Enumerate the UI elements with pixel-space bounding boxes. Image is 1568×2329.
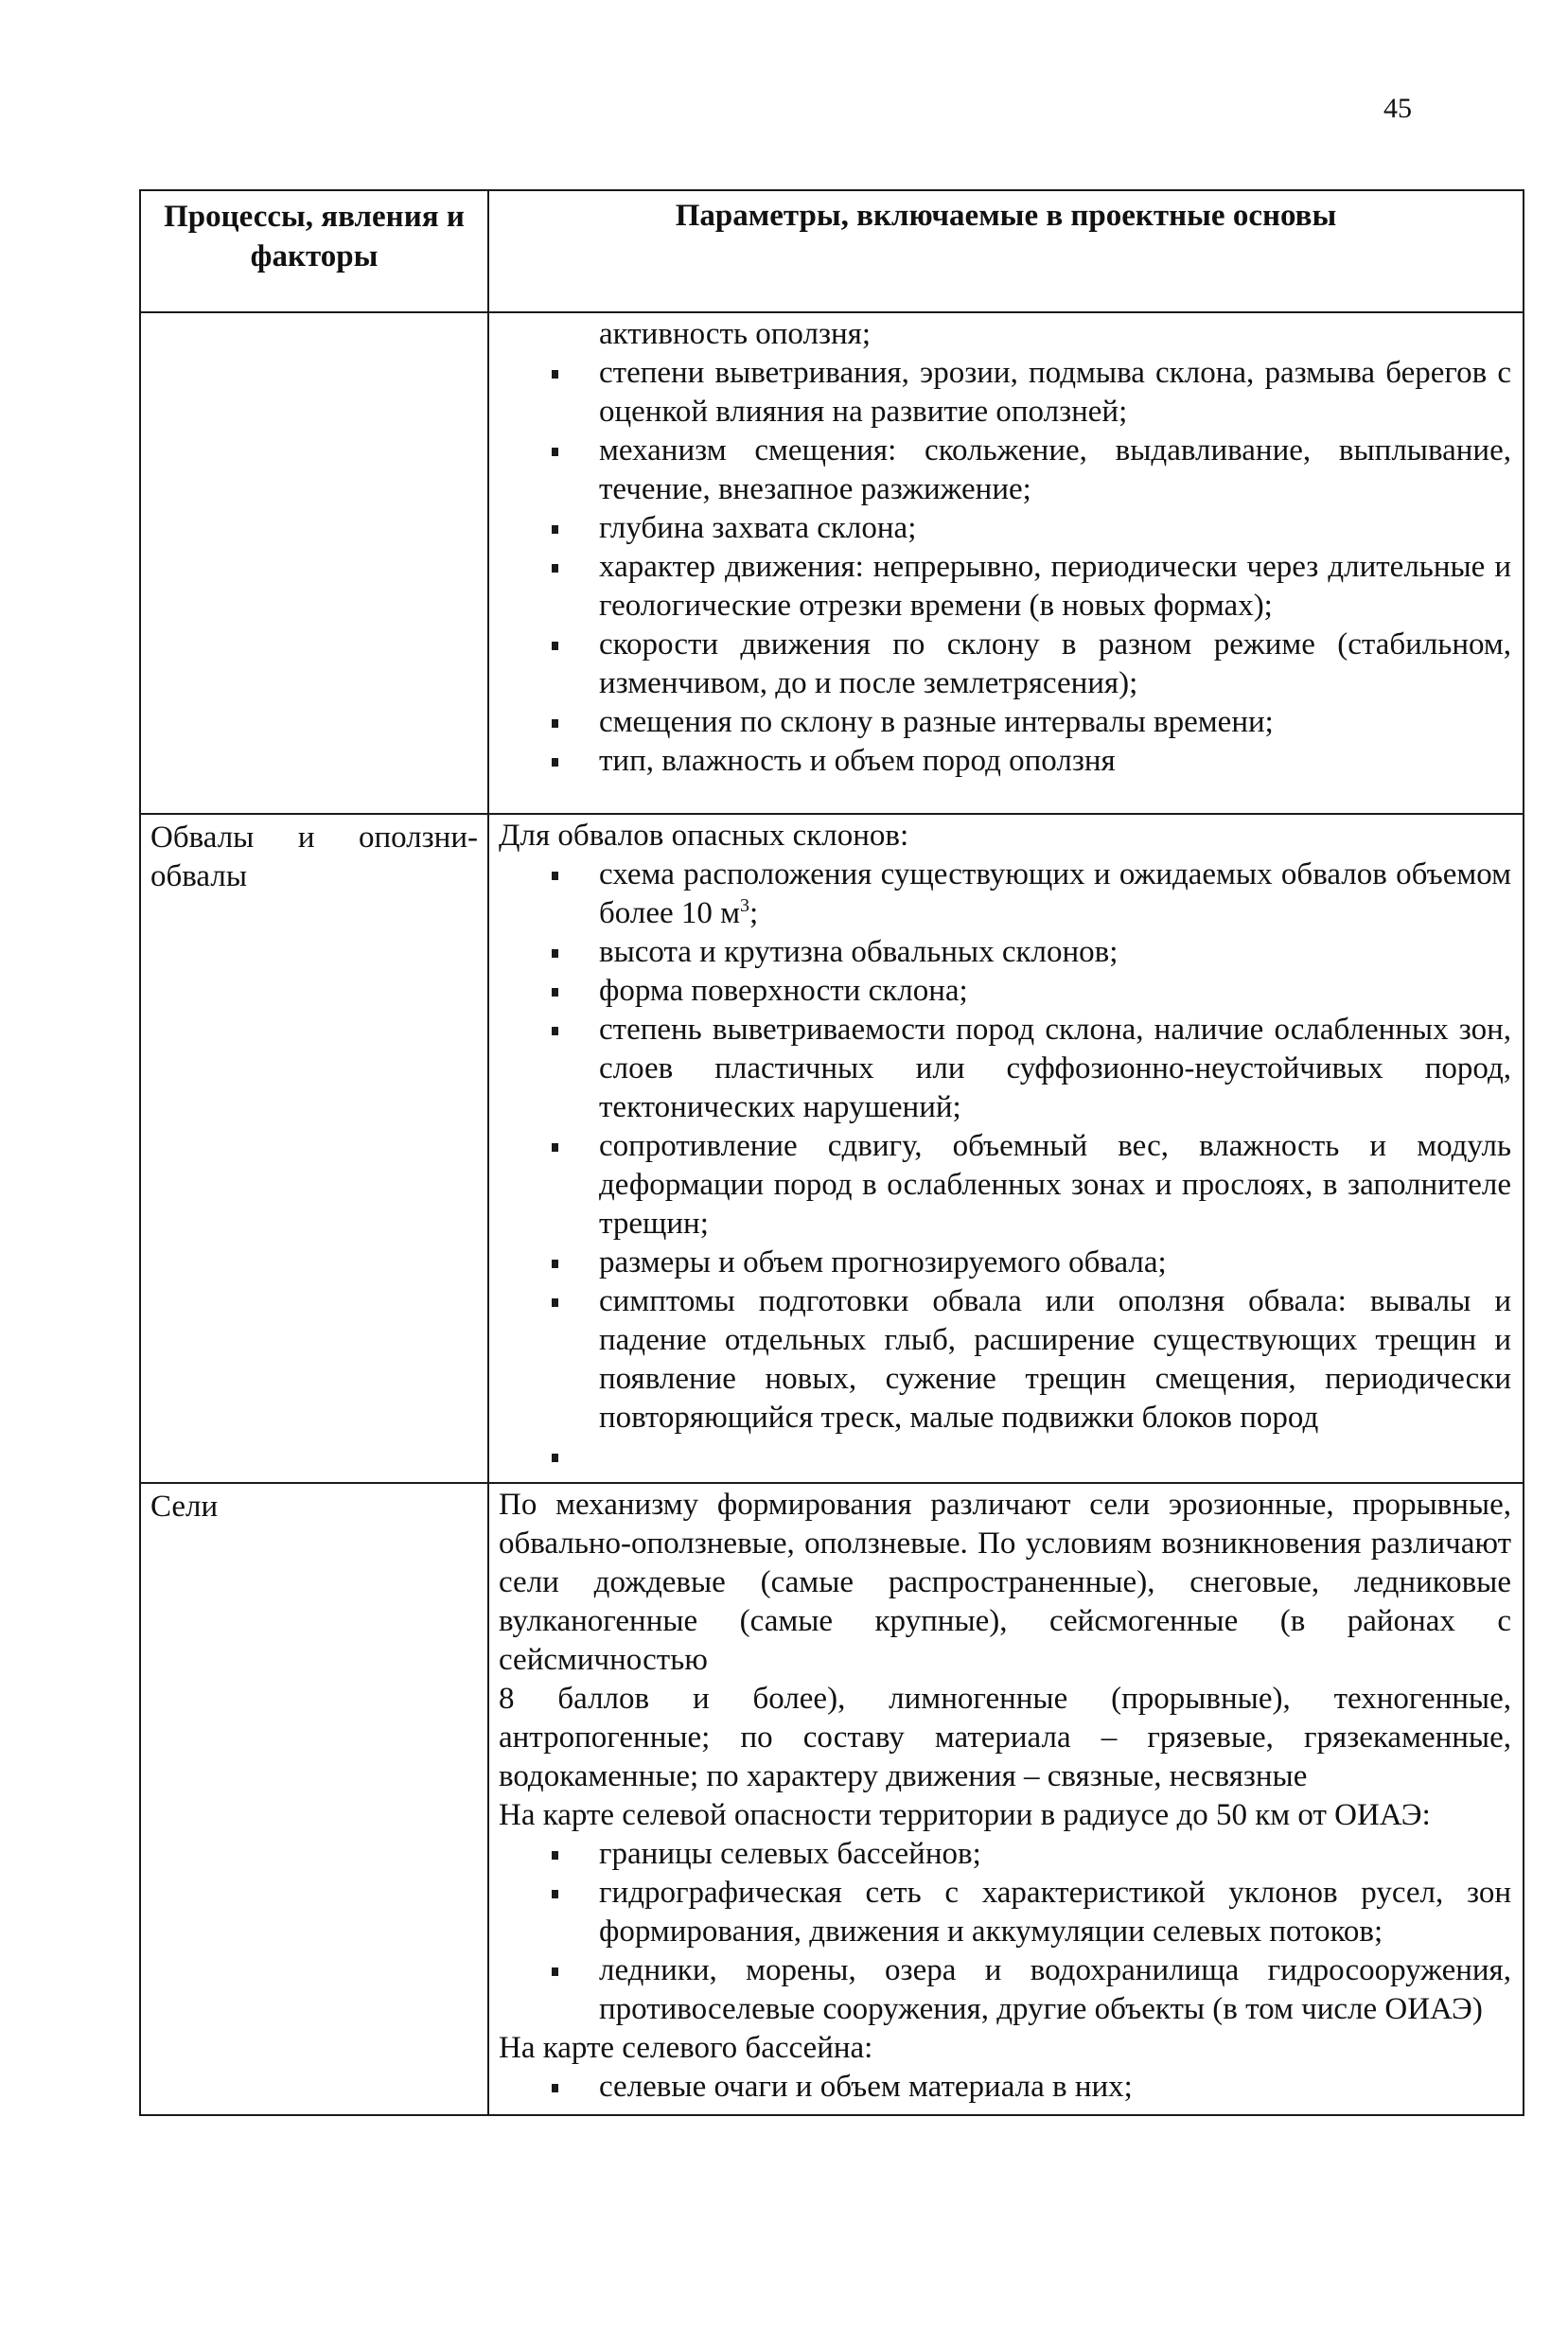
row3-basin-map-list: [499, 2068, 1511, 2107]
row3-basin-map-intro: На карте селевого бассейна:: [499, 2031, 873, 2065]
row3-paragraph-1: По механизму формирования различают сели эрозионные, прорывные, обвально-оползневые, оползневые. По условиям возникновения различают сели дождевые (самые распространенные), снеговые, ледниковые вулканогенные (самые крупные), сейсмогенные (в районах с сейсмичностью: [499, 1488, 1511, 1677]
header-processes: Процессы, явления и факторы: [140, 190, 488, 312]
list-item: скорости движения по склону в разном режиме (стабильном, изменчивом, до и после землетрясения);: [499, 626, 1511, 703]
table-row-landslides-continued: [140, 312, 1524, 814]
bullet-icon: [552, 1298, 558, 1307]
row2-parameters-cell: [488, 814, 1524, 1483]
row3-process-cell: Сели: [140, 1483, 488, 2115]
list-item: симптомы подготовки обвала или оползня обвала: вывалы и падение отдельных глыб, расширение существующих трещин и появление новых, сужение трещин смещения, периодически повторяющийся треск, малые подвижки блоков пород: [499, 1282, 1511, 1438]
list-item: сопротивление сдвигу, объемный вес, влажность и модуль деформации пород в ослабленных зонах и прослоях, в заполнителе трещин;: [499, 1127, 1511, 1244]
bullet-icon: [552, 719, 558, 728]
bullet-icon: [552, 2084, 558, 2092]
row3-parameters-cell: [488, 1483, 1524, 2115]
bullet-icon: [552, 370, 558, 379]
list-item-empty: [499, 1438, 1511, 1476]
bullet-icon: [552, 1143, 558, 1152]
bullet-icon: [552, 1260, 558, 1268]
row1-parameters-cell: [488, 312, 1524, 814]
list-item: глубина захвата склона;: [499, 509, 1511, 548]
bullet-icon: [552, 1027, 558, 1035]
parameters-table: [139, 189, 1524, 2116]
list-item: размеры и объем прогнозируемого обвала;: [499, 1244, 1511, 1282]
list-item: селевые очаги и объем материала в них;: [499, 2068, 1511, 2107]
bullet-icon: [552, 872, 558, 880]
list-item: степень выветриваемости пород склона, наличие ослабленных зон, слоев пластичных или суффозионно-неустойчивых пород, тектонических нарушений;: [499, 1011, 1511, 1127]
bullet-icon: [552, 988, 558, 997]
list-item: границы селевых бассейнов;: [499, 1835, 1511, 1874]
list-item: форма поверхности склона;: [499, 972, 1511, 1011]
row2-intro-text: Для обвалов опасных склонов:: [499, 819, 909, 853]
bullet-icon: [552, 1851, 558, 1860]
list-item: высота и крутизна обвальных склонов;: [499, 933, 1511, 972]
list-item: степени выветривания, эрозии, подмыва склона, размыва берегов с оценкой влияния на развитие оползней;: [499, 354, 1511, 432]
row1-process-cell: [140, 312, 488, 814]
table-row-mudflows: [140, 1483, 1524, 2115]
list-item: ледники, морены, озера и водохранилища гидросооружения, противоселевые сооружения, другие объекты (в том числе ОИАЭ): [499, 1951, 1511, 2029]
row3-paragraph-2: 8 баллов и более), лимногенные (прорывные), техногенные, антропогенные; по составу материала – грязевые, грязекаменные, водокаменные; по характеру движения – связные, несвязные: [499, 1682, 1511, 1793]
row2-process-cell: Обвалы и оползни-обвалы: [140, 814, 488, 1483]
list-item: схема расположения существующих и ожидаемых обвалов объемом более 10 $м^3$;: [499, 856, 1511, 933]
page-number: 45: [1383, 93, 1412, 124]
bullet-icon: [552, 758, 558, 767]
bullet-icon: [552, 525, 558, 534]
list-item: тип, влажность и объем пород оползня: [499, 742, 1511, 781]
bullet-icon: [552, 1454, 558, 1462]
bullet-icon: [552, 564, 558, 573]
row2-bullet-list: [499, 856, 1511, 1476]
row3-hazard-map-list: [499, 1835, 1511, 2029]
bullet-icon: [552, 1967, 558, 1976]
list-item: механизм смещения: скольжение, выдавливание, выплывание, течение, внезапное разжижение;: [499, 432, 1511, 509]
list-item: характер движения: непрерывно, периодически через длительные и геологические отрезки времени (в новых формах);: [499, 548, 1511, 626]
table-row-rockfalls: [140, 814, 1524, 1483]
bullet-icon: [552, 949, 558, 958]
bullet-icon: [552, 448, 558, 456]
bullet-icon: [552, 1890, 558, 1898]
table-header-row: [140, 190, 1524, 312]
row1-continuation-text: активность оползня;: [599, 317, 871, 351]
list-item: гидрографическая сеть с характеристикой уклонов русел, зон формирования, движения и аккумуляции селевых потоков;: [499, 1874, 1511, 1951]
header-parameters: Параметры, включаемые в проектные основы: [488, 190, 1524, 312]
row3-hazard-map-intro: На карте селевой опасности территории в радиусе до 50 км от ОИАЭ:: [499, 1798, 1431, 1832]
list-item: смещения по склону в разные интервалы времени;: [499, 703, 1511, 742]
bullet-icon: [552, 642, 558, 650]
row1-bullet-list: [499, 354, 1511, 781]
